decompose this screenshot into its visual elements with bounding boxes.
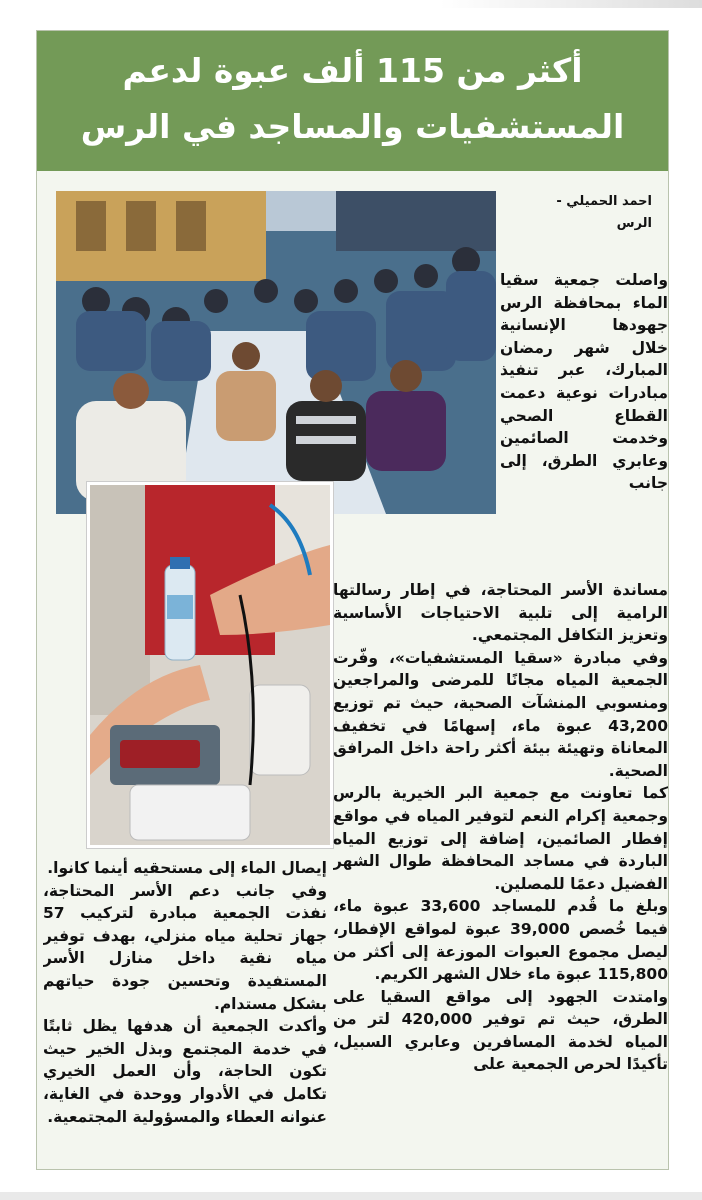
paragraph-3: وفي مبادرة «سقيا المستشفيات»، وفّرت الجمعية المياه مجانًا للمرضى والمراجعين ومنسوبي المنشآت الصحية، حيث تم توزيع 43,200 عبوة ماء، إسهامًا في تخفيف المعاناة وتهيئة بيئة أكثر راحة داخل المرافق الصحية. <box>333 648 668 780</box>
byline-place: الرس <box>616 216 652 231</box>
paragraph-1: واصلت جمعية سقيا الماء بمحافظة الرس جهودها الإنسانية خلال شهر رمضان المبارك، عبر تنفيذ مبادرات نوعية دعمت القطاع الصحي وخدمت الصائمين وعابري الطرق، إلى جانب <box>500 271 668 493</box>
hospital-water-photo <box>87 482 333 848</box>
headline <box>37 31 668 171</box>
article-frame <box>36 30 669 1170</box>
byline <box>532 191 652 235</box>
paragraph-2: مساندة الأسر المحتاجة، في إطار رسالتها الرامية إلى تلبية الاحتياجات الأساسية وتعزيز التكافل المجتمعي. <box>333 581 668 645</box>
byline-name: احمد الحميلي - <box>556 194 652 209</box>
headline-line-1: أكثر من 115 ألف عبوة لدعم <box>122 51 583 90</box>
headline-line-2: المستشفيات والمساجد في الرس <box>80 107 625 146</box>
paragraph-7: إيصال الماء إلى مستحقيه أينما كانوا. <box>47 859 327 877</box>
paragraph-4: كما تعاونت مع جمعية البر الخيرية بالرس وجمعية إكرام النعم لتوفير المياه في مواقع إفطار الصائمين، إضافة إلى توزيع المياه الباردة في مساجد المحافظة طوال الشهر الفضيل دعمًا للمصلين. <box>333 784 668 893</box>
paragraph-8: وفي جانب دعم الأسر المحتاجة، نفذت الجمعية مبادرة لتركيب 57 جهاز تحلية مياه منزلي، بهدف توفير مياه نقية داخل منازل الأسر المستفيدة وتحسين جودة حياتهم بشكل مستدام. <box>43 881 327 1013</box>
page-edge-top <box>440 0 702 8</box>
paragraph-6: وامتدت الجهود إلى مواقع السقيا على الطرق، حيث تم توفير 420,000 لتر من المياه لخدمة المسافرين وعابري السبيل، تأكيدًا لحرص الجمعية على <box>333 987 668 1074</box>
paragraph-5: وبلغ ما قُدم للمساجد 33,600 عبوة ماء، فيما خُصص 39,000 عبوة لمواقع الإفطار، ليصل مجموع العبوات الموزعة إلى أكثر من 115,800 عبوة ماء خلال الشهر الكريم. <box>333 897 668 984</box>
paragraph-9: وأكدت الجمعية أن هدفها يظل ثابتًا في خدمة المجتمع وبذل الخير حيث تكون الحاجة، وأن العمل الخيري تكامل في الأدوار ووحدة في الغاية، عنوانه العطاء والمسؤولية المجتمعية. <box>43 1017 327 1126</box>
page-edge-bottom <box>0 1192 702 1200</box>
iftar-photo <box>56 191 496 514</box>
article-column-top <box>500 269 668 561</box>
article-column-left <box>43 857 327 1179</box>
article-column-right <box>333 579 668 1179</box>
